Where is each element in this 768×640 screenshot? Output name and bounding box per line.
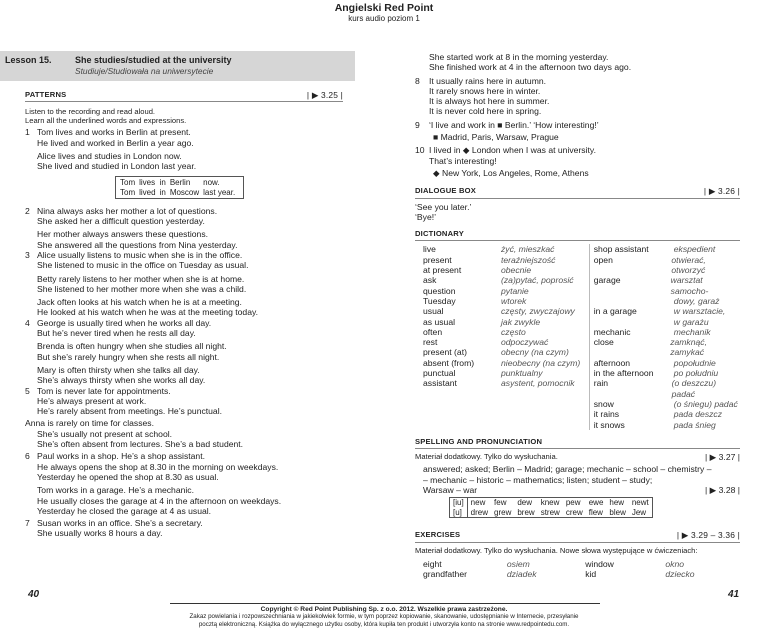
dialogue-heading: DIALOGUE BOX | ▶ 3.26 | — [415, 186, 740, 198]
exercise-word-row — [423, 559, 740, 569]
pattern-item: 7 Susan works in an office. She’s a secretary. She usually works 8 hours a day. — [25, 518, 203, 539]
dictionary-translation: popołudnie — [673, 357, 716, 368]
dictionary-word: live — [423, 244, 436, 255]
dictionary-entry — [594, 275, 740, 296]
dictionary-entry — [594, 420, 740, 430]
dictionary-translation: asystent, pomocnik — [501, 378, 575, 389]
dictionary-entry — [423, 368, 589, 378]
dictionary-word: present (at) — [423, 347, 467, 358]
dictionary-entry — [594, 378, 740, 399]
dictionary-word: rain — [593, 378, 609, 389]
dictionary-word: at present — [423, 265, 462, 276]
dictionary-entry — [594, 255, 740, 276]
word: window — [585, 558, 614, 569]
dictionary-translation: pada śnieg — [673, 419, 716, 430]
dictionary-word: mechanic — [593, 326, 631, 337]
pronunciation-cell: drew — [470, 507, 489, 517]
dictionary-table — [415, 244, 740, 429]
dictionary-word: question — [423, 285, 456, 296]
dictionary-translation: obecnie — [501, 265, 532, 276]
dictionary-entry — [423, 286, 589, 296]
page-number-left: 40 — [28, 589, 40, 600]
dictionary-entry — [423, 275, 589, 285]
dictionary-entry — [423, 378, 589, 388]
dictionary-translation: otwierać, otworzyć — [671, 254, 706, 276]
dictionary-translation: warsztat samocho- — [670, 275, 709, 296]
dictionary-word: often — [423, 326, 443, 337]
dictionary-translation: punktualny — [501, 368, 543, 379]
dictionary-translation: (za)pytać, poprosić — [501, 275, 574, 286]
dictionary-entry — [594, 327, 740, 337]
dictionary-translation: teraźniejszość — [501, 254, 556, 265]
dictionary-translation: mechanik — [673, 326, 711, 337]
dictionary-word — [594, 317, 674, 327]
lesson-number: Lesson 15. — [5, 55, 52, 65]
note: Listen to the recording and read aloud. — [25, 107, 156, 117]
pattern-item: 1 Tom lives and works in Berlin at present. He lived and worked in Berlin a year ago. Alice lives and studies in London now. She lived and studied in London last year. — [25, 127, 197, 172]
dictionary-entry — [423, 255, 589, 265]
dictionary-word: close — [593, 337, 614, 348]
book-subtitle: kurs audio poziom 1 — [348, 14, 420, 23]
word-translation: okno — [665, 558, 685, 569]
dictionary-word: afternoon — [593, 357, 631, 368]
dictionary-translation: (o śniegu) padać — [673, 398, 738, 409]
dictionary-translation: zamknąć, zamykać — [670, 337, 707, 358]
dictionary-entry — [423, 327, 589, 337]
pattern-item: 4 George is usually tired when he works all day. But he’s never tired when he rests all day. Brenda is often hungry when she studies all night. But she’s rarely hungry when she rests all night. Mary is often thirsty when she talks all day. She’s always thirsty when she works all day. — [25, 317, 227, 386]
dictionary-entry — [594, 358, 740, 368]
page-number-right: 41 — [728, 589, 740, 600]
pronunciation-table — [449, 497, 653, 518]
dictionary-word: garage — [593, 275, 621, 286]
book-title: Angielski Red Point — [334, 2, 434, 14]
dictionary-word: Tuesday — [423, 295, 456, 306]
dictionary-entry — [423, 296, 589, 306]
audio-ref: | ▶ 3.25 | — [306, 90, 343, 100]
dictionary-translation: w garażu — [673, 316, 709, 327]
dictionary-word — [594, 296, 674, 306]
pronunciation-cell: [iu] — [450, 498, 468, 508]
dictionary-entry — [594, 306, 740, 316]
exercise-word-row — [423, 569, 740, 579]
dictionary-translation: pytanie — [501, 285, 529, 296]
word-translation: dziecko — [665, 568, 695, 579]
dictionary-heading: DICTIONARY — [415, 229, 740, 241]
pronunciation-cell: ewe — [588, 498, 604, 508]
pronunciation-cell: brew — [517, 507, 535, 517]
dictionary-translation: w warsztacie, — [673, 306, 726, 317]
dictionary-translation: po południu — [673, 368, 719, 379]
word: kid — [585, 568, 597, 579]
pattern-item: 9 ‘I live and work in ■ Berlin.’ ‘How interesting!’ ■ Madrid, Paris, Warsaw, Prague — [415, 119, 599, 143]
pattern-item: 6 Paul works in a shop. He’s a shop assistant. He always opens the shop at 8.30 in the morning on weekdays. Yesterday he opened the shop at 8.30 as usual. Tom works in a garage. He’s a mechanic. He usually closes the garage at 4 in the afternoon on weekdays. Yesterday he closed the garage at 4 as usual. — [25, 451, 282, 516]
dictionary-word: shop assistant — [593, 244, 649, 255]
pattern-item: 5 Tom is never late for appointments. He’s always present at work. He’s rarely absent from meetings. He’s punctual. — [25, 385, 223, 417]
dictionary-translation: nieobecny (na czym) — [501, 357, 581, 368]
dictionary-translation: dowy, garaż — [673, 295, 720, 306]
pronunciation-cell: few — [494, 498, 507, 508]
right-column: She started work at 8 in the morning yesterday. She finished work at 4 in the afternoon two days ago. 8 It usually rains here in autumn. It rarely snows here in winter. It is always hot here in summer. It is never cold here in spring. 9 ‘I live and work in ■ Berlin.’ ‘How interesting!’ ■ Madrid, Paris, Warsaw, Prague 10 I lived in ◆ London when I was at university. That’s interesting! ◆ New York, Los Angeles, Rome, Athens DIALOGUE BOX | ▶ 3.26 | ‘See you later.’ ‘Bye!’ DICTIONARY live żyć, mieszkać present teraźniejszość at present obecnie ask (za)pytać, poprosić question pytanie Tuesday wtorek usual częsty, zwyczajowy as usual jak zwykle often często rest odpoczywać present (at) obecny (na czym) absent (from) nieobecny (na czym) punctual punktualny assistant asystent, pomocnik shop assistant ekspedient open otwierać, otworzyć garage warsztat samocho- dowy, garaż in a garage w warsztacie, w garażu mechanic mechanik close zamknąć, zamykać afternoon popołudnie in the afternoon po południu rain (o deszczu) padać snow (o śniegu) padać it rains pada deszcz it snows pada śnieg SPELLING AND PRONUNCIATION Materiał dodatkowy. Tylko do wysłuchania. | ▶ 3.27 | answered; asked; Berlin – Madrid; garage; mechanic – school – chemistry – – mechanic – historic – mathematics; listen; student – study; Warsaw – war | ▶ 3.28 | [iu] new few dew knew pew ewe hew newt [u] drew grew brew strew crew flew blew Jew EXERCISES | ▶ 3.29 – 3.36 | Materiał dodatkowy. Tylko do wysłuchania. Nowe słowa występujące w ćwiczeniach: eight osiem window okno grandfather dziadek kid dziecko — [415, 52, 740, 579]
dictionary-entry — [423, 337, 589, 347]
dictionary-word: usual — [423, 306, 444, 317]
pronunciation-cell: newt — [631, 498, 649, 508]
pronunciation-cell: knew — [540, 498, 560, 508]
dictionary-translation: jak zwykle — [501, 316, 541, 327]
dictionary-translation: obecny (na czym) — [501, 347, 569, 358]
dictionary-translation: żyć, mieszkać — [501, 244, 555, 255]
dictionary-entry — [594, 399, 740, 409]
footer: Copyright © Red Point Publishing Sp. z o.o. 2012. Wszelkie prawa zastrzeżone. Zakaz powielania i rozpowszechniania w jakiekolwiek formie, w tym poprzez kopiowanie, skanowanie, udostępnianie w Internecie, przesyłanie pocztą elektroniczną. Książka do wyłącznego użytku osoby, która kupiła ten produkt i utworzyła konto na stronie www.redpointedu.com. — [189, 606, 579, 628]
dictionary-entry — [594, 409, 740, 419]
patterns-heading: PATTERNS | ▶ 3.25 | — [25, 90, 343, 102]
dictionary-word: absent (from) — [423, 357, 475, 368]
dictionary-word: present — [423, 254, 452, 265]
word-translation: osiem — [506, 558, 530, 569]
dictionary-translation: (o deszczu) padać — [671, 378, 717, 399]
pronunciation-cell: crew — [565, 507, 583, 517]
pronunciation-cell: dew — [517, 498, 533, 508]
pronunciation-cell: strew — [540, 507, 560, 517]
dictionary-word: as usual — [423, 316, 456, 327]
dictionary-entry — [594, 337, 740, 358]
dictionary-entry — [594, 296, 740, 306]
pattern-item: 2 Nina always asks her mother a lot of questions. She asked her a difficult question yesterday. Her mother always answers these questions. She answered all the questions from Nina yesterday. — [25, 205, 238, 250]
dictionary-translation: odpoczywać — [501, 337, 549, 348]
dictionary-entry — [423, 265, 589, 275]
lesson-banner — [0, 51, 355, 81]
dictionary-entry — [594, 317, 740, 327]
lesson-title: She studies/studied at the university — [75, 55, 232, 65]
dictionary-translation: pada deszcz — [673, 409, 723, 420]
note: Learn all the underlined words and expressions. — [25, 116, 187, 126]
pattern-item: 8 It usually rains here in autumn. It rarely snows here in winter. It is always hot here in summer. It is never cold here in spring. — [415, 75, 550, 117]
pronunciation-cell: pew — [565, 498, 581, 508]
dictionary-entry — [423, 347, 589, 357]
dictionary-word: in the afternoon — [593, 368, 654, 379]
pronunciation-cell: new — [470, 498, 486, 508]
pronunciation-cell: Jew — [631, 507, 647, 517]
dictionary-word: rest — [423, 337, 438, 348]
dictionary-translation: ekspedient — [673, 244, 716, 255]
dictionary-word: ask — [423, 275, 437, 286]
exercise-words — [415, 559, 740, 580]
patterns-section: PATTERNS | ▶ 3.25 | Listen to the recording and read aloud. Learn all the underlined words and expressions. 1 Tom lives and works in Berlin at present. He lived and worked in Berlin a year ago. Alice lives and studies in London now. She lived and studied in London last year. Tom lives in Berlin now. Tom lived in Moscow last year. 2 Nina always asks her mother a lot of questions. She asked her a difficult question yesterday. Her mother always answers these questions. She answered all the questions from Nina yesterday. 3 Alice usually listens to music when she is in the office. She listened to music in the office on Tuesday as usual. Betty rarely listens to her mother when she is at home. She listened to her mother more when she was a child. Jack often looks at his watch when he is at a meeting. He looked at his watch when he was at the meeting today. 4 George is usually tired when he works all day. But he’s never tired when he rests all day. Brenda is often hungry when she studies all night. But she’s rarely hungry when she rests all night. Mary is often thirsty when she talks all day. She’s always thirsty when she works all day. 5 Tom is never late for appointments. He’s always present at work. He’s rarely absent from meetings. He’s punctual. Anna is rarely on time for classes. She’s usually not present at school. She’s often absent from lectures. She’s a bad student. 6 Paul works in a shop. He’s a shop assistant. He always opens the shop at 8.30 in the morning on weekdays. Yesterday he opened the shop at 8.30 as usual. Tom works in a garage. He’s a mechanic. He usually closes the garage at 4 in the afternoon on weekdays. Yesterday he closed the garage at 4 as usual. 7 Susan works in an office. She’s a secretary. She usually works 8 hours a day. — [25, 90, 343, 539]
example-box: Tom lives in Berlin now. Tom lived in Moscow last year. — [115, 176, 244, 199]
dictionary-translation: częsty, zwyczajowy — [501, 306, 575, 317]
dictionary-word: snow — [593, 398, 614, 409]
pronunciation-cell: [u] — [450, 508, 468, 518]
dictionary-word: punctual — [423, 368, 456, 379]
word: grandfather — [423, 568, 467, 579]
lesson-translation: Studiuje/Studiowała na uniwersytecie — [75, 66, 214, 76]
exercises-heading: EXERCISES | ▶ 3.29 – 3.36 | — [415, 530, 740, 542]
dictionary-translation: wtorek — [501, 295, 527, 306]
dictionary-entry — [423, 358, 589, 368]
dictionary-word: assistant — [423, 378, 457, 389]
pattern-item: 3 Alice usually listens to music when she is in the office. She listened to music in the office on Tuesday as usual. Betty rarely listens to her mother when she is at home. She listened to her mother more when she was a child. Jack often looks at his watch when he is at a meeting. He looked at his watch when he was at the meeting today. — [25, 249, 259, 318]
dictionary-entry — [423, 317, 589, 327]
page-header — [0, 2, 768, 24]
dictionary-word: in a garage — [593, 306, 637, 317]
pronunciation-cell: grew — [494, 507, 512, 517]
dictionary-entry — [423, 306, 589, 316]
word: eight — [423, 558, 442, 569]
dictionary-word: it rains — [593, 409, 620, 420]
word-translation: dziadek — [506, 568, 537, 579]
pattern-item: 10 I lived in ◆ London when I was at university. That’s interesting! ◆ New York, Los Angeles, Rome, Athens — [415, 145, 596, 178]
pronunciation-cell: flew — [588, 507, 603, 517]
dictionary-entry — [423, 244, 589, 254]
dictionary-word: it snows — [593, 419, 625, 430]
spelling-heading: SPELLING AND PRONUNCIATION — [415, 437, 740, 449]
dictionary-entry — [594, 244, 740, 254]
dictionary-word: open — [593, 254, 613, 265]
pronunciation-cell: hew — [609, 498, 625, 508]
dictionary-translation: często — [501, 326, 526, 337]
dictionary-entry — [594, 368, 740, 378]
pronunciation-cell: blew — [609, 507, 626, 517]
